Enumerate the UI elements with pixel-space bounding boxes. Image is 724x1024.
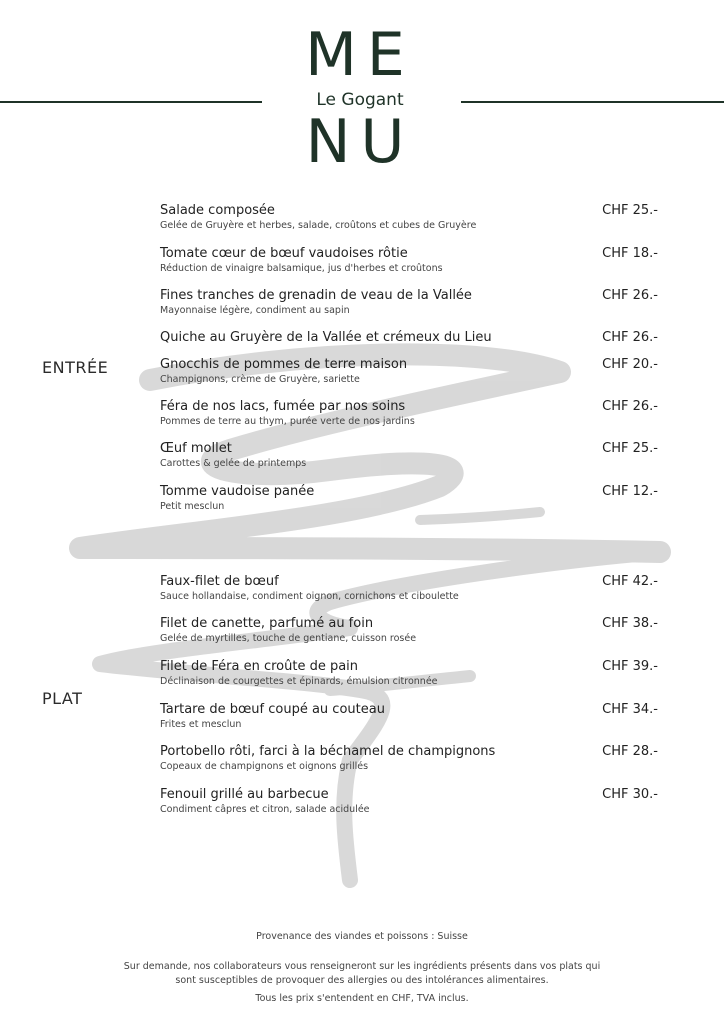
item-name: Quiche au Gruyère de la Vallée et crémeux du Lieu xyxy=(160,330,492,345)
item-price: CHF 26.- xyxy=(602,288,658,303)
item-description: Petit mesclun xyxy=(160,501,225,512)
item-price: CHF 38.- xyxy=(602,616,658,631)
item-name: Gnocchis de pommes de terre maison xyxy=(160,357,408,372)
item-description: Sauce hollandaise, condiment oignon, cornichons et ciboulette xyxy=(160,591,459,602)
item-price: CHF 12.- xyxy=(602,484,658,499)
item-description: Pommes de terre au thym, purée verte de nos jardins xyxy=(160,416,415,427)
item-price: CHF 20.- xyxy=(602,357,658,372)
menu-title-top: ME xyxy=(305,20,415,90)
item-name: Tartare de bœuf coupé au couteau xyxy=(160,702,385,717)
menu-item xyxy=(160,330,660,346)
item-name: Filet de canette, parfumé au foin xyxy=(160,616,374,631)
item-name: Féra de nos lacs, fumée par nos soins xyxy=(160,399,406,414)
menu-item xyxy=(160,787,660,817)
item-name: Filet de Féra en croûte de pain xyxy=(160,659,359,674)
item-price: CHF 34.- xyxy=(602,702,658,717)
restaurant-name: Le Gogant xyxy=(316,90,404,110)
menu-title-bottom: NU xyxy=(305,107,415,177)
item-description: Gelée de myrtilles, touche de gentiane, cuisson rosée xyxy=(160,633,417,644)
item-price: CHF 39.- xyxy=(602,659,658,674)
footer-allergens-line-2: sont susceptibles de provoquer des allergies ou des intolérances alimentaires. xyxy=(175,975,549,986)
item-description: Déclinaison de courgettes et épinards, émulsion citronnée xyxy=(160,676,438,687)
section-label-entree: ENTRÉE xyxy=(42,358,109,377)
item-price: CHF 25.- xyxy=(602,441,658,456)
item-price: CHF 28.- xyxy=(602,744,658,759)
menu-item xyxy=(160,399,660,429)
menu-item xyxy=(160,246,660,276)
item-name: Fenouil grillé au barbecue xyxy=(160,787,329,802)
menu-item xyxy=(160,203,660,233)
footer-prices-note: Tous les prix s'entendent en CHF, TVA inclus. xyxy=(255,993,469,1004)
item-description: Copeaux de champignons et oignons grillés xyxy=(160,761,369,772)
footer-allergens-line-1: Sur demande, nos collaborateurs vous renseigneront sur les ingrédients présents dans vos plats qui xyxy=(123,961,601,972)
item-price: CHF 30.- xyxy=(602,787,658,802)
menu-item xyxy=(160,702,660,732)
item-name: Tomme vaudoise panée xyxy=(160,484,315,499)
item-price: CHF 26.- xyxy=(602,330,658,345)
section-label-plat: PLAT xyxy=(42,689,83,708)
item-name: Fines tranches de grenadin de veau de la Vallée xyxy=(160,288,472,303)
item-description: Condiment câpres et citron, salade acidulée xyxy=(160,804,370,815)
item-description: Mayonnaise légère, condiment au sapin xyxy=(160,305,350,316)
menu-item xyxy=(160,616,660,646)
item-name: Œuf mollet xyxy=(160,441,232,456)
header-rule-right xyxy=(461,101,724,103)
item-description: Réduction de vinaigre balsamique, jus d'herbes et croûtons xyxy=(160,263,443,274)
item-price: CHF 25.- xyxy=(602,203,658,218)
item-price: CHF 26.- xyxy=(602,399,658,414)
item-description: Champignons, crème de Gruyère, sariette xyxy=(160,374,360,385)
item-description: Frites et mesclun xyxy=(160,719,242,730)
menu-item xyxy=(160,659,660,689)
item-description: Carottes & gelée de printemps xyxy=(160,458,307,469)
item-name: Salade composée xyxy=(160,203,275,218)
item-name: Tomate cœur de bœuf vaudoises rôtie xyxy=(160,246,408,261)
menu-item xyxy=(160,441,660,471)
item-price: CHF 18.- xyxy=(602,246,658,261)
item-description: Gelée de Gruyère et herbes, salade, croûtons et cubes de Gruyère xyxy=(160,220,477,231)
menu-item xyxy=(160,744,660,774)
footer-origin: Provenance des viandes et poissons : Suisse xyxy=(256,931,468,942)
menu-item xyxy=(160,484,660,514)
menu-item xyxy=(160,574,660,604)
item-price: CHF 42.- xyxy=(602,574,658,589)
item-name: Faux-filet de bœuf xyxy=(160,574,279,589)
header-rule-left xyxy=(0,101,262,103)
item-name: Portobello rôti, farci à la béchamel de champignons xyxy=(160,744,496,759)
menu-item xyxy=(160,357,660,387)
menu-item xyxy=(160,288,660,318)
